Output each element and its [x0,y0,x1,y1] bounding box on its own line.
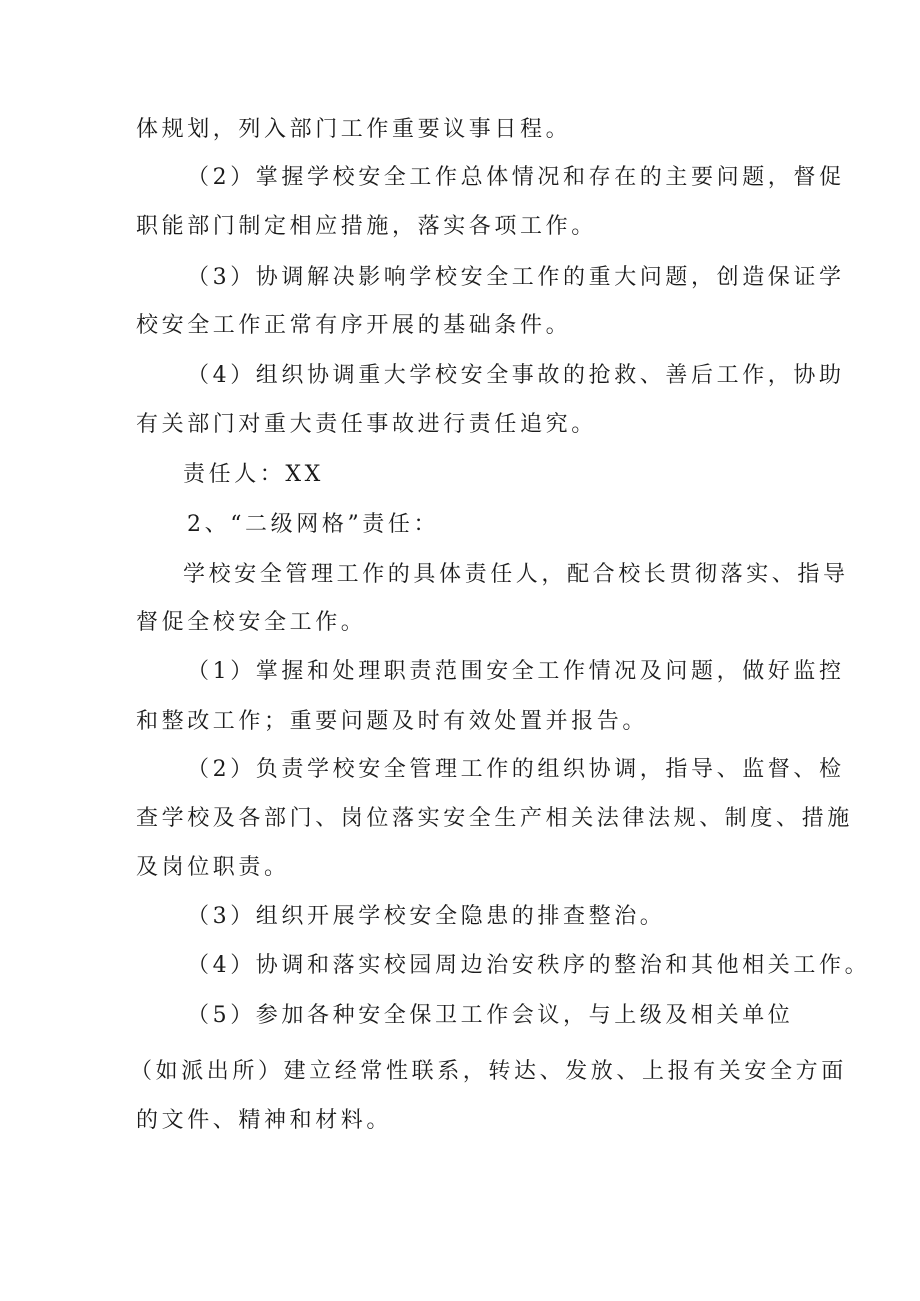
text-line: （5）参加各种安全保卫工作会议，与上级及相关单位 [187,1003,794,1028]
text-line: （2）掌握学校安全工作总体情况和存在的主要问题，督促 [187,165,845,190]
section-heading: 2、“二级网格”责任： [187,512,440,537]
text-line: 责任人：XX [183,462,324,487]
text-line: 查学校及各部门、岗位落实安全生产相关法律法规、制度、措施 [136,806,853,831]
text-line: 及岗位职责。 [136,855,290,880]
text-line: （3）组织开展学校安全隐患的排查整治。 [187,904,666,929]
text-line: （如派出所）建立经常性联系，转达、发放、上报有关安全方面 [130,1059,847,1084]
text-line: 学校安全管理工作的具体责任人，配合校长贯彻落实、指导 [183,562,849,587]
text-line: （2）负责学校安全管理工作的组织协调，指导、监督、检 [187,757,845,782]
text-line: 的文件、精神和材料。 [136,1108,393,1133]
text-line: （4）组织协调重大学校安全事故的抢救、善后工作，协助 [187,363,845,388]
text-line: 和整改工作；重要问题及时有效处置并报告。 [136,709,649,734]
text-line: （4）协调和落实校园周边治安秩序的整治和其他相关工作。 [187,953,871,978]
text-line: 校安全工作正常有序开展的基础条件。 [136,313,572,338]
text-line: （3）协调解决影响学校安全工作的重大问题，创造保证学 [187,265,845,290]
text-line: （1）掌握和处理职责范围安全工作情况及问题，做好监控 [187,659,845,684]
text-line: 督促全校安全工作。 [136,610,367,635]
text-line: 体规划，列入部门工作重要议事日程。 [136,117,572,142]
text-line: 职能部门制定相应措施，落实各项工作。 [136,214,597,239]
text-line: 有关部门对重大责任事故进行责任追究。 [136,412,597,437]
